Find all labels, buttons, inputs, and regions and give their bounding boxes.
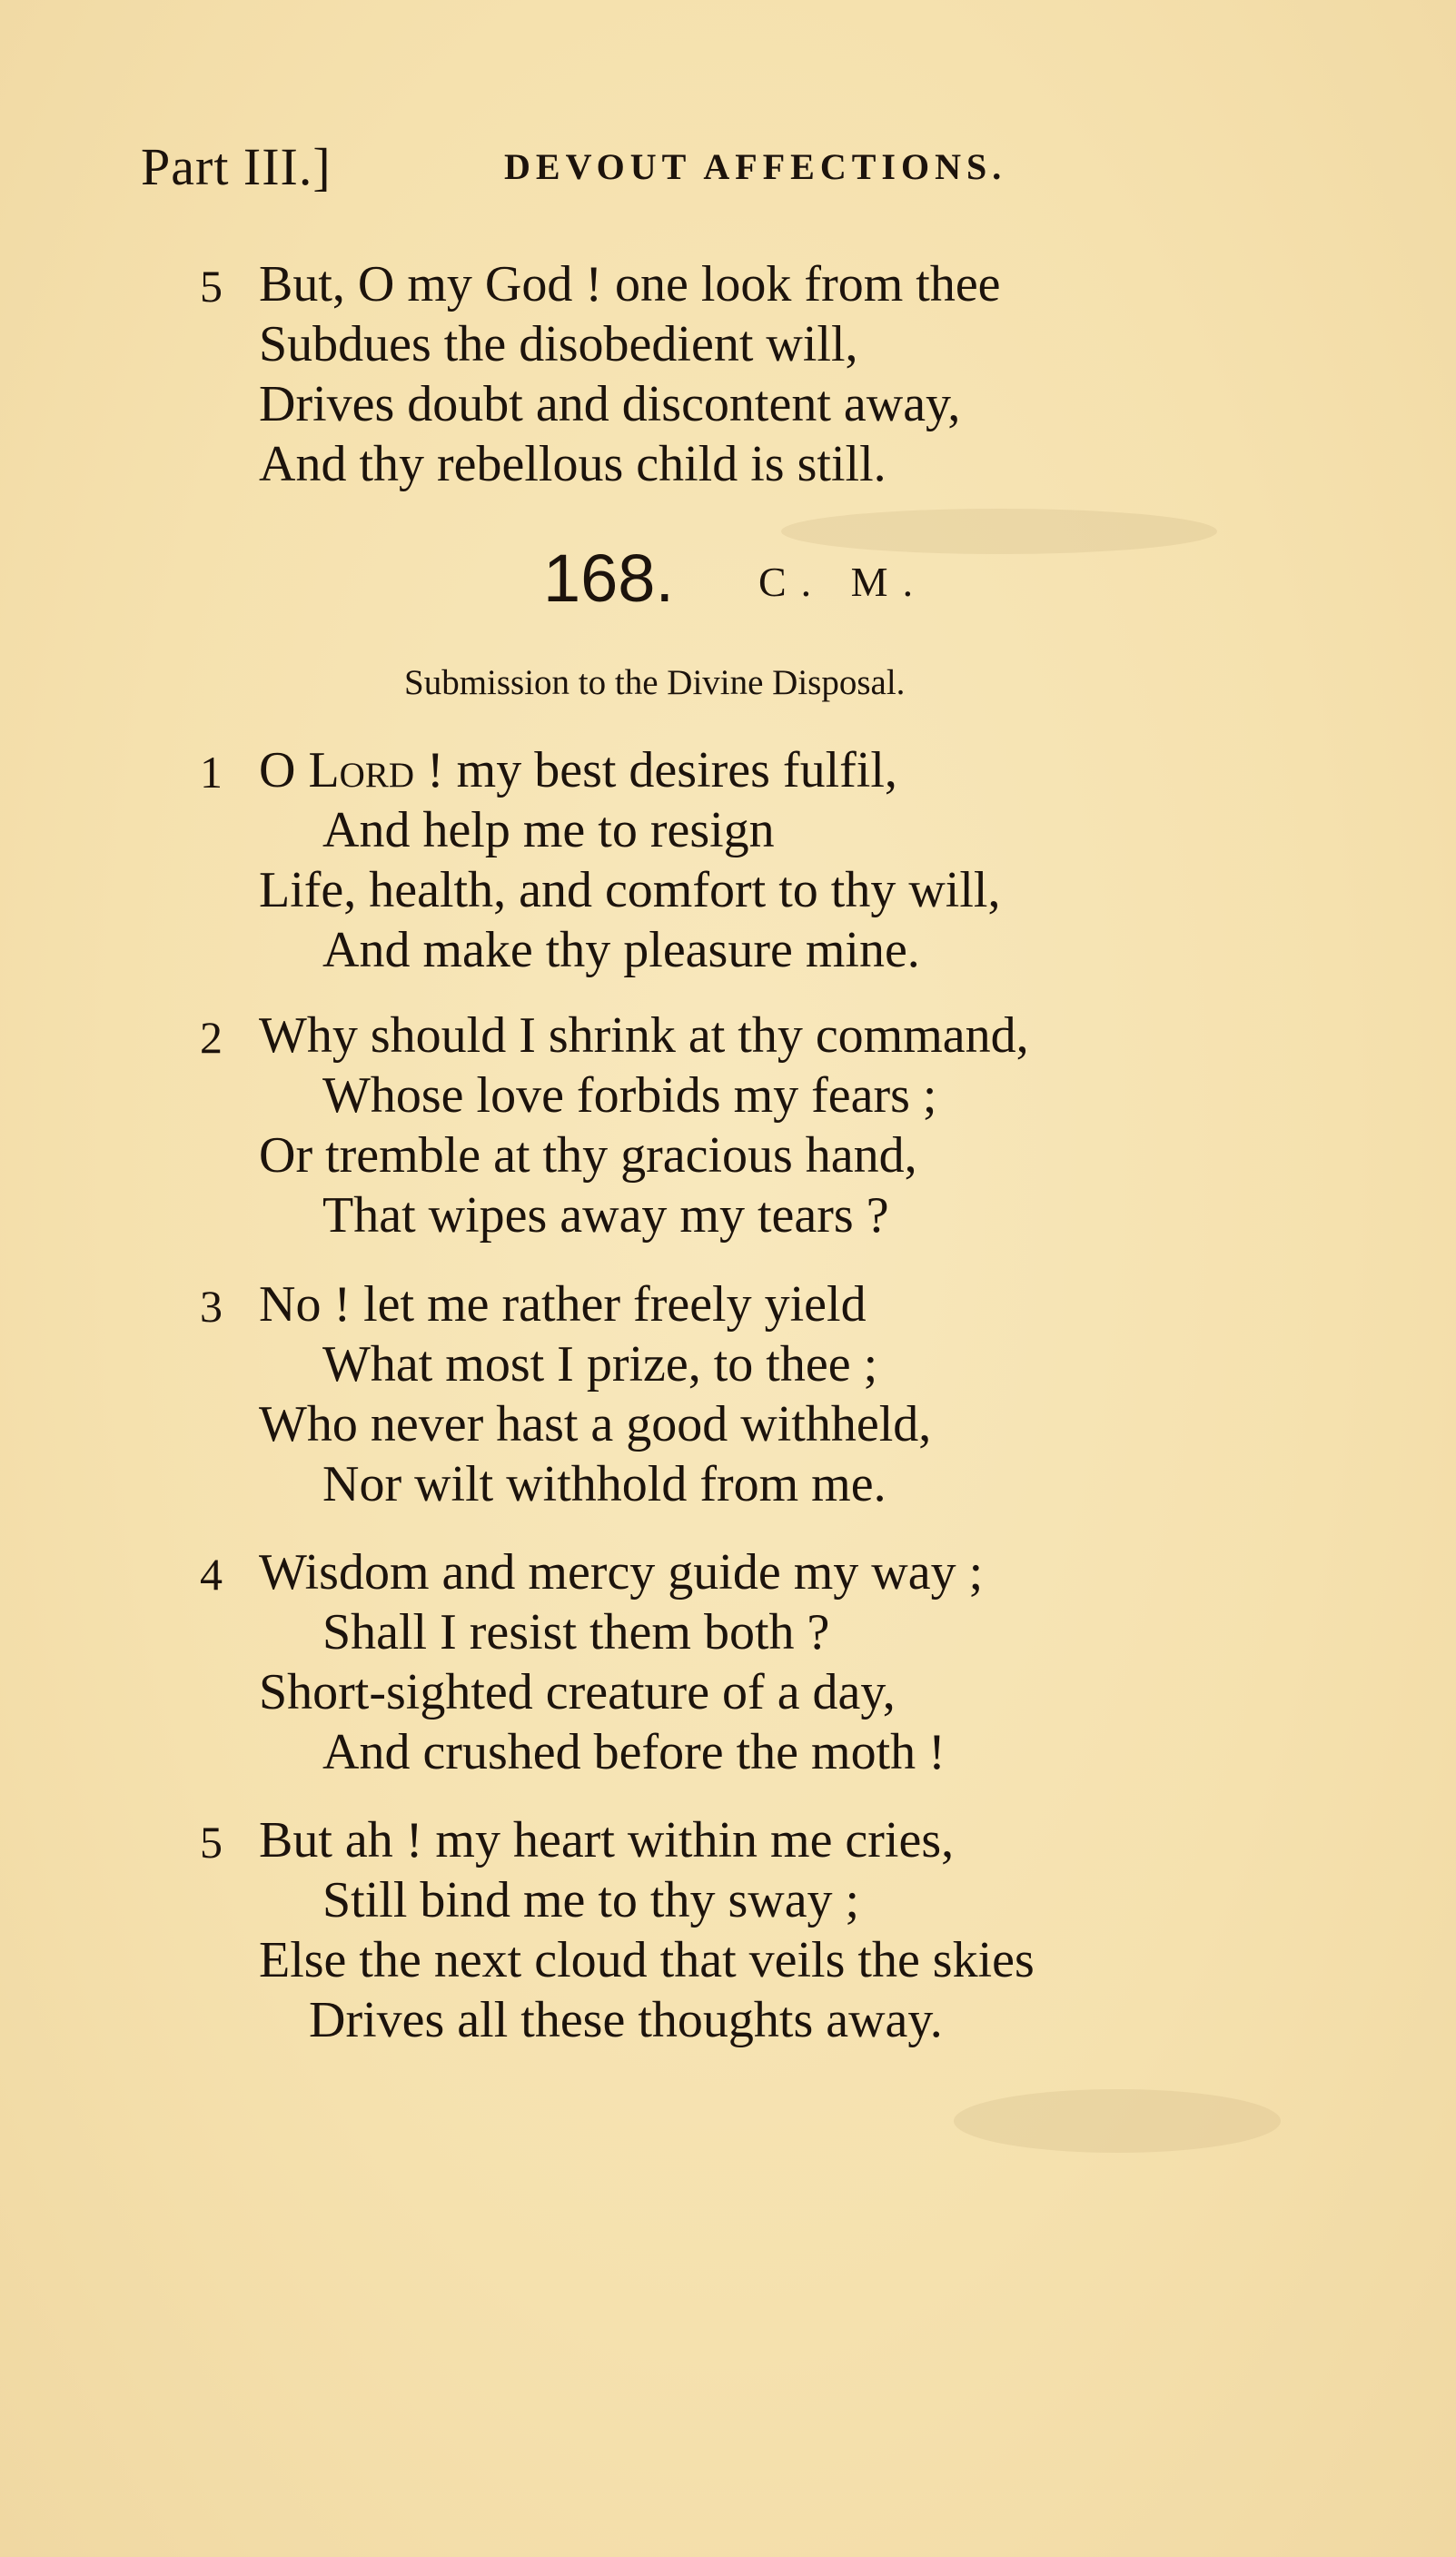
verse-line: And make thy pleasure mine. [322,922,920,978]
running-head-title: DEVOUT AFFECTIONS. [504,146,1007,187]
stanza-number: 4 [200,1549,223,1600]
verse-line: Life, health, and comfort to thy will, [259,862,1001,918]
hymn-number: 168. [543,540,675,616]
stanza-number: 2 [200,1012,223,1063]
verse-line: Or tremble at thy gracious hand, [259,1127,917,1184]
stanza-number: 5 [200,1817,223,1868]
verse-line: Else the next cloud that veils the skies [259,1932,1035,1988]
stanza-number: 5 [200,261,223,312]
verse-line: What most I prize, to thee ; [322,1336,878,1392]
verse-line: Who never hast a good withheld, [259,1396,932,1452]
paper-stain [954,2089,1281,2153]
verse-line: Drives all these thoughts away. [309,1992,943,2048]
stanza-number: 1 [200,747,223,798]
verse-line: Why should I shrink at thy command, [259,1007,1029,1064]
verse-line: Short-sighted creature of a day, [259,1664,896,1720]
verse-line: No ! let me rather freely yield [259,1276,867,1333]
running-head-part: Part III.] [141,137,332,196]
lord-small-caps: Lord [308,742,415,798]
verse-line: But, O my God ! one look from thee [259,256,1001,312]
verse-line: Subdues the disobedient will, [259,316,858,372]
verse-line: Whose love forbids my fears ; [322,1067,937,1124]
verse-line: That wipes away my tears ? [322,1187,889,1244]
verse-line: O Lord ! my best desires fulfil, [259,742,897,798]
verse-line: Wisdom and mercy guide my way ; [259,1544,984,1601]
verse-line: And help me to resign [322,802,775,858]
verse-line: And thy rebellous child is still. [259,436,886,492]
verse-line: Nor wilt withhold from me. [322,1456,886,1512]
paper-stain [781,509,1217,554]
hymn-meter: C. M. [758,559,928,605]
stanza-number: 3 [200,1281,223,1332]
verse-line: Shall I resist them both ? [322,1604,830,1660]
verse-line: But ah ! my heart within me cries, [259,1812,955,1868]
verse-line: And crushed before the moth ! [322,1724,946,1780]
running-header [141,136,1231,200]
verse-line: Drives doubt and discontent away, [259,376,961,432]
verse-line: Still bind me to thy sway ; [322,1872,860,1928]
hymn-subtitle: Submission to the Divine Disposal. [404,663,906,702]
